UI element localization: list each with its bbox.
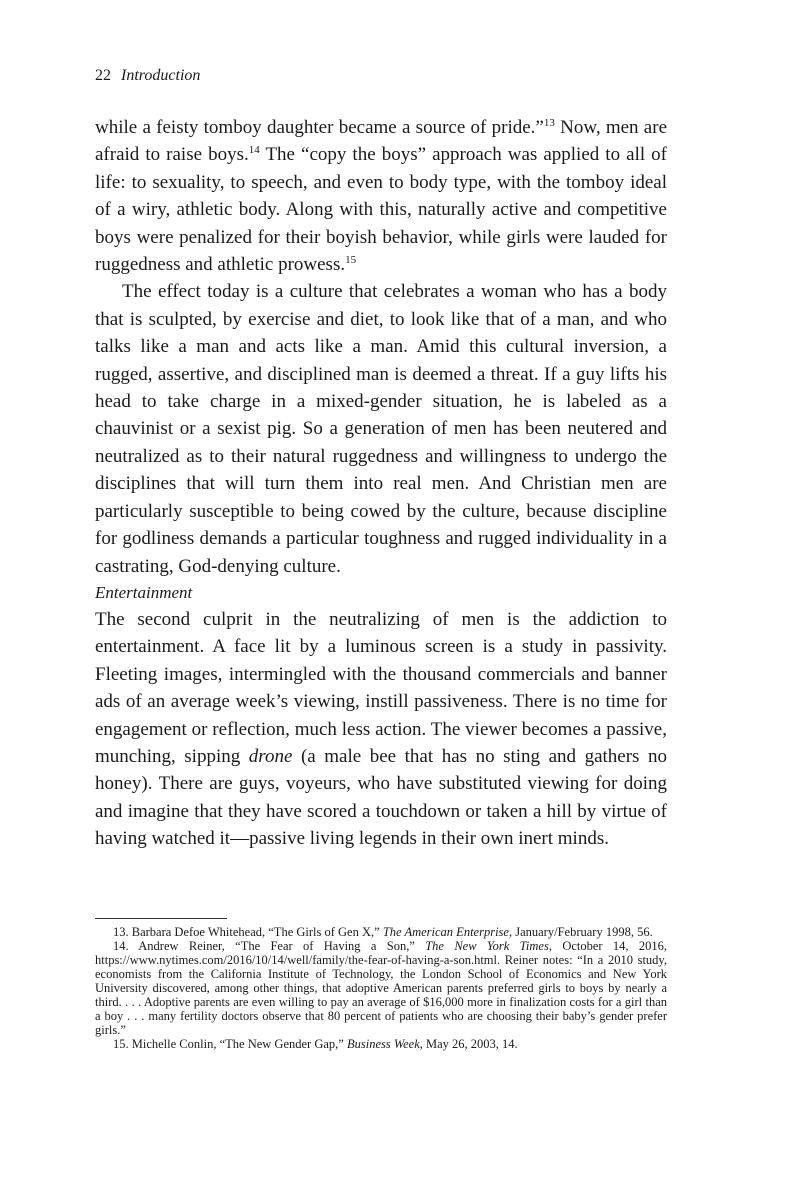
footnote-15 (95, 1037, 667, 1051)
running-header (95, 64, 200, 88)
footnote-14-text-a: 14. Andrew Reiner, “The Fear of Having a Son,” (113, 939, 426, 953)
footnote-13 (95, 925, 667, 939)
footnote-ref-13: 13 (543, 117, 555, 129)
main-text (95, 114, 667, 853)
footnote-14-title: The New York Times (425, 939, 549, 953)
section-heading: Entertainment (95, 582, 193, 602)
paragraph-1-text-c: The “copy the boys” approach was applied to all of life: to sexuality, to speech, and even to body type, with the tomboy ideal of a wiry, athletic body. Along with this, naturally active and competitive boys were penalized for their boyish behavior, while girls were lauded for ruggedness and athletic prowess. (95, 144, 667, 276)
footnote-15-title: Business Week (346, 1037, 420, 1051)
footnote-13-title: The American Enterprise (382, 925, 509, 939)
footnote-13-text-a: 13. Barbara Defoe Whitehead, “The Girls of Gen X,” (113, 925, 383, 939)
footnote-ref-14: 14 (248, 144, 260, 157)
page-number: 22 (95, 67, 111, 84)
footnote-rule (95, 918, 227, 919)
footnotes (95, 925, 667, 1051)
paragraph-2: The effect today is a culture that celebrates a woman who has a body that is sculpted, by exercise and diet, to look like that of a man, and who talks like a man and acts like a man. Amid this cultural inversion, a rugged, assertive, and disciplined man is deemed a threat. If a guy lifts his head to take charge in a mixed-gender situation, he is labeled as a chauvinist or a sexist pig. So a generation of men has been neutered and neutralized as to their natural ruggedness and willingness to undergo the disciplines that will turn them into real men. And Christian men are particularly susceptible to being cowed by the culture, because discipline for godliness demands a particular toughness and rugged individuality in a castrating, God-denying culture. (95, 281, 667, 577)
paragraph-1-text-a: while a feisty tomboy daughter became a source of pride.” (95, 117, 544, 138)
paragraph-3-text-b: (a male bee that has no sting and gathers no honey). There are guys, voyeurs, who have substituted viewing for doing and imagine that they have scored a touchdown or taken a hill by virtue of having watched it—passive living legends in their own inert minds. (95, 745, 667, 850)
paragraph-3 (95, 606, 667, 853)
footnote-15-text-b: , May 26, 2003, 14. (419, 1037, 518, 1051)
paragraph-3-emphasis: drone (248, 745, 293, 767)
footnote-14 (95, 939, 667, 1037)
footnote-14-text-b: , October 14, 2016, https://www.nytimes.com/2016/10/14/well/family/the-fear-of-having-a-son.html. Reiner notes: “In a 2010 study, economists from the California Institute of Technology, the London School of Economics and New York University discovered, among other things, that adoptive American parents preferred girls to boys by nearly a third. . . . Adoptive parents are even willing to pay an average of $16,000 more in finalization costs for a girl than a boy . . . many fertility doctors observe that 80 percent of patients who are choosing their baby’s gender prefer girls.” (95, 939, 667, 1037)
paragraph-3-text-a: The second culprit in the neutralizing of men is the addiction to entertainment. A face lit by a luminous screen is a study in passivity. Fleeting images, intermingled with the thousand commercials and banner ads of an average week’s viewing, instill passiveness. There is no time for engagement or reflection, much less action. The viewer becomes a passive, munching, sipping (95, 608, 667, 767)
footnote-ref-15: 15 (345, 254, 357, 267)
running-title: Introduction (121, 67, 201, 84)
paragraph-1 (95, 114, 667, 278)
footnote-13-text-b: , January/February 1998, 56. (508, 925, 653, 939)
footnote-15-text-a: 15. Michelle Conlin, “The New Gender Gap,” (113, 1037, 347, 1051)
paragraph-1-text-b: Now, men are afraid to raise boys. (95, 117, 667, 166)
